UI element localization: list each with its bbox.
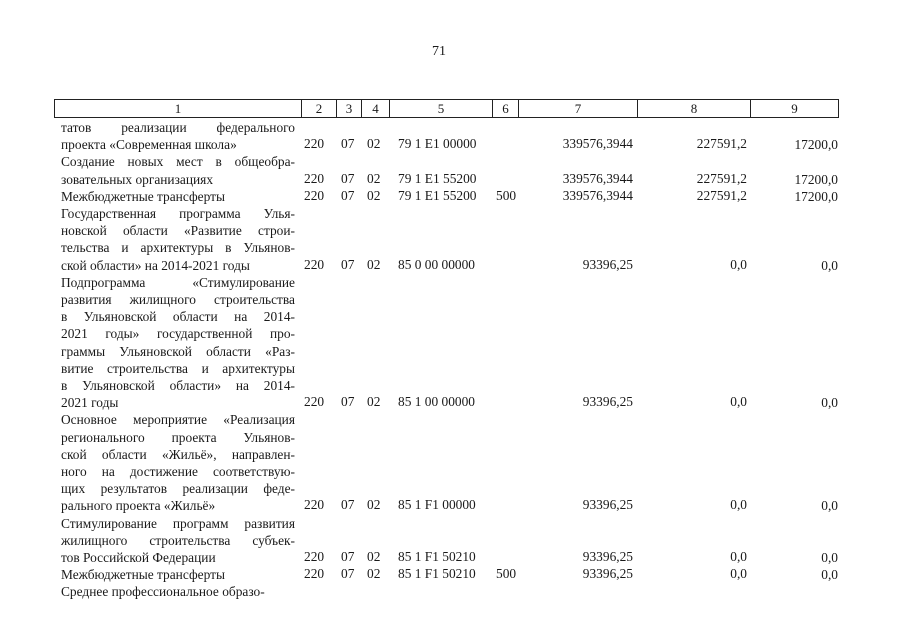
row-name-line: в Ульяновской области» на 2014- bbox=[61, 378, 295, 394]
row-name-line: Среднее профессиональное образо- bbox=[61, 584, 265, 600]
row-name-line: Стимулирование программ развития bbox=[61, 515, 295, 531]
header-cell-5: 5 bbox=[390, 100, 493, 117]
row-name-line: в Ульяновской области на 2014- bbox=[61, 309, 295, 325]
cell-v2020: 227591,2 bbox=[696, 187, 747, 203]
cell-section: 07 bbox=[341, 187, 355, 203]
cell-section: 07 bbox=[341, 394, 355, 410]
row-name-line: проекта «Современная школа» bbox=[61, 137, 237, 153]
cell-target: 85 1 F1 50210 bbox=[398, 548, 476, 564]
cell-target: 85 1 00 00000 bbox=[398, 394, 475, 410]
row-name-line: ской области «Жильё», направлен- bbox=[61, 446, 295, 462]
table-row bbox=[0, 515, 905, 567]
row-name-line: регионального проекта Ульянов- bbox=[61, 429, 295, 445]
row-name bbox=[61, 515, 295, 567]
row-name-line: Межбюджетные трансферты bbox=[61, 188, 225, 204]
cell-ministry: 220 bbox=[304, 548, 325, 564]
cell-v2019: 93396,25 bbox=[582, 497, 633, 513]
cell-subsection: 02 bbox=[367, 394, 381, 410]
cell-subsection: 02 bbox=[367, 187, 381, 203]
cell-subsection: 02 bbox=[367, 566, 381, 582]
cell-v2020: 0,0 bbox=[730, 566, 747, 582]
row-name bbox=[61, 274, 295, 412]
cell-target: 79 1 E1 00000 bbox=[398, 136, 477, 152]
row-name-line: зовательных организациях bbox=[61, 171, 214, 187]
cell-subsection: 02 bbox=[367, 497, 381, 513]
header-cell-4: 4 bbox=[362, 100, 390, 117]
cell-v2020: 0,0 bbox=[730, 256, 747, 272]
cell-v2021: 17200,0 bbox=[794, 171, 838, 187]
cell-section: 07 bbox=[341, 136, 355, 152]
cell-ministry: 220 bbox=[304, 256, 325, 272]
row-name-line: новской области «Развитие строи- bbox=[61, 223, 295, 239]
cell-section: 07 bbox=[341, 566, 355, 582]
row-name-line: тельства и архитектуры в Ульянов- bbox=[61, 240, 295, 256]
row-name bbox=[61, 566, 295, 583]
cell-subsection: 02 bbox=[367, 136, 381, 152]
cell-v2019: 93396,25 bbox=[582, 256, 633, 272]
cell-target: 85 1 F1 00000 bbox=[398, 497, 476, 513]
cell-subsection: 02 bbox=[367, 256, 381, 272]
cell-subsection: 02 bbox=[367, 170, 381, 186]
table-header bbox=[54, 99, 839, 118]
header-cell-3: 3 bbox=[337, 100, 362, 117]
cell-v2019: 93396,25 bbox=[582, 566, 633, 582]
row-name bbox=[61, 205, 295, 274]
cell-ministry: 220 bbox=[304, 497, 325, 513]
cell-type: 500 bbox=[496, 566, 517, 582]
cell-v2020: 0,0 bbox=[730, 394, 747, 410]
cell-target: 85 1 F1 50210 bbox=[398, 566, 476, 582]
row-name bbox=[61, 153, 295, 187]
row-name bbox=[61, 119, 295, 153]
cell-v2021: 17200,0 bbox=[794, 137, 838, 153]
row-name-line: Основное мероприятие «Реализация bbox=[61, 412, 295, 428]
cell-v2021: 0,0 bbox=[821, 395, 838, 411]
row-name bbox=[61, 583, 295, 600]
header-cell-8: 8 bbox=[638, 100, 751, 117]
row-name-line: ской области» на 2014-2021 годы bbox=[61, 257, 250, 273]
row-name-line: Подпрограмма «Стимулирование bbox=[61, 274, 295, 290]
header-cell-1: 1 bbox=[55, 100, 302, 117]
row-name-line: тов Российской Федерации bbox=[61, 550, 216, 565]
table-row bbox=[0, 153, 905, 187]
header-cell-6: 6 bbox=[493, 100, 519, 117]
header-cell-2: 2 bbox=[302, 100, 337, 117]
cell-section: 07 bbox=[341, 497, 355, 513]
cell-v2019: 339576,3944 bbox=[562, 170, 633, 186]
cell-v2020: 227591,2 bbox=[696, 170, 747, 186]
table-row bbox=[0, 274, 905, 412]
cell-target: 85 0 00 00000 bbox=[398, 256, 475, 272]
row-name-line: 2021 годы» государственной про- bbox=[61, 326, 295, 342]
cell-v2019: 93396,25 bbox=[582, 394, 633, 410]
cell-ministry: 220 bbox=[304, 187, 325, 203]
cell-v2021: 17200,0 bbox=[794, 188, 838, 204]
row-name bbox=[61, 411, 295, 514]
row-name-line: жилищного строительства субъек- bbox=[61, 532, 295, 548]
cell-ministry: 220 bbox=[304, 170, 325, 186]
row-name-line: 2021 годы bbox=[61, 395, 119, 411]
cell-v2020: 227591,2 bbox=[696, 136, 747, 152]
cell-ministry: 220 bbox=[304, 136, 325, 152]
cell-v2021: 0,0 bbox=[821, 567, 838, 583]
cell-section: 07 bbox=[341, 170, 355, 186]
cell-ministry: 220 bbox=[304, 394, 325, 410]
table-row bbox=[0, 205, 905, 274]
row-name-line: щих результатов реализации феде- bbox=[61, 481, 295, 497]
table-row bbox=[0, 411, 905, 514]
row-name-line: Создание новых мест в общеобра- bbox=[61, 154, 295, 170]
cell-v2021: 0,0 bbox=[821, 498, 838, 514]
cell-v2019: 339576,3944 bbox=[562, 136, 633, 152]
cell-section: 07 bbox=[341, 256, 355, 272]
row-name-line: Межбюджетные трансферты bbox=[61, 567, 225, 583]
cell-v2019: 93396,25 bbox=[582, 548, 633, 564]
cell-type: 500 bbox=[496, 187, 517, 203]
table-row bbox=[0, 583, 905, 600]
header-cell-7: 7 bbox=[519, 100, 638, 117]
table-row bbox=[0, 566, 905, 583]
row-name-line: Государственная программа Улья- bbox=[61, 206, 295, 221]
header-cell-9: 9 bbox=[751, 100, 839, 117]
row-name-line: ного на достижение соответствую- bbox=[61, 464, 295, 479]
cell-target: 79 1 E1 55200 bbox=[398, 170, 477, 186]
cell-section: 07 bbox=[341, 548, 355, 564]
row-name-line: граммы Ульяновской области «Раз- bbox=[61, 343, 295, 359]
row-name-line: витие строительства и архитектуры bbox=[61, 360, 295, 376]
cell-v2021: 0,0 bbox=[821, 549, 838, 565]
cell-target: 79 1 E1 55200 bbox=[398, 187, 477, 203]
cell-subsection: 02 bbox=[367, 548, 381, 564]
table-row bbox=[0, 119, 905, 153]
page-number: 71 bbox=[432, 44, 446, 59]
cell-v2020: 0,0 bbox=[730, 548, 747, 564]
table-row bbox=[0, 188, 905, 205]
row-name-line: рального проекта «Жильё» bbox=[61, 498, 216, 514]
cell-v2021: 0,0 bbox=[821, 257, 838, 273]
row-name bbox=[61, 188, 295, 205]
row-name-line: татов реализации федерального bbox=[61, 120, 295, 135]
row-name-line: развития жилищного строительства bbox=[61, 292, 295, 307]
cell-v2019: 339576,3944 bbox=[562, 187, 633, 203]
cell-ministry: 220 bbox=[304, 566, 325, 582]
cell-v2020: 0,0 bbox=[730, 497, 747, 513]
